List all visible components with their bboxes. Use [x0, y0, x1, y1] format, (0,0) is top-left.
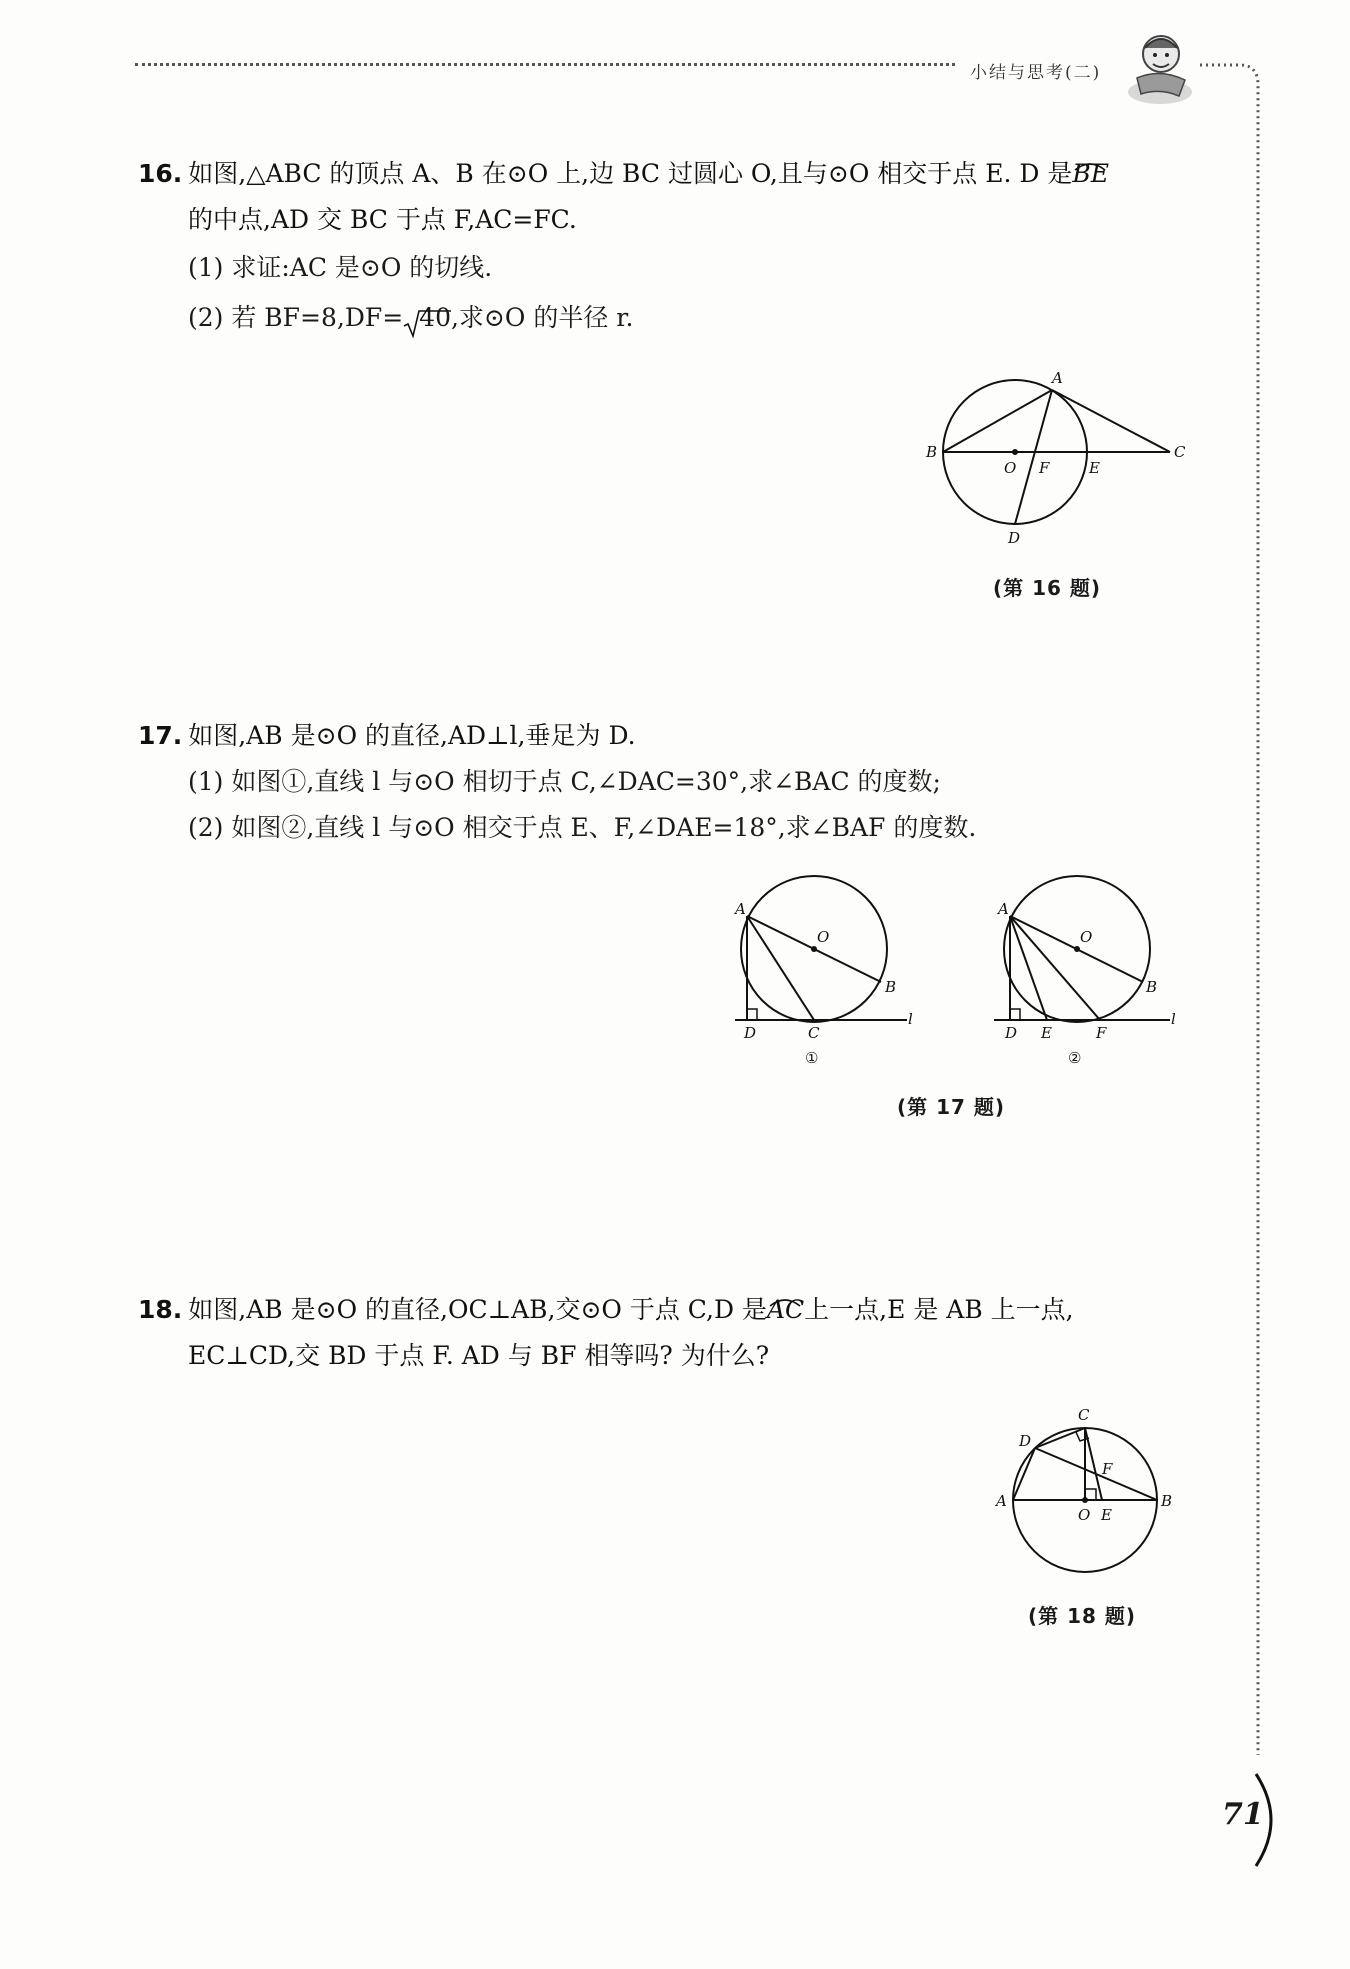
q16-arc-be: BE	[1072, 159, 1109, 188]
q17-f2-label-b: B	[1146, 978, 1158, 996]
q17-figure-2	[990, 868, 1200, 1068]
q17-f2-tag: ②	[1068, 1049, 1082, 1067]
sqrt-symbol: 40	[403, 303, 451, 332]
q17-f1-label-o: O	[817, 928, 830, 946]
q18-number: 18.	[138, 1295, 183, 1324]
q17-f1-label-l: l	[908, 1010, 913, 1028]
q16-number: 16.	[138, 159, 183, 188]
q18-line2: EC⊥CD,交 BD 于点 F. AD 与 BF 相等吗? 为什么?	[188, 1341, 770, 1370]
q16-label-a: A	[1052, 369, 1063, 387]
q18-caption: (第 18 题)	[1028, 1604, 1137, 1628]
q16-line1	[138, 152, 1109, 196]
q18-label-c: C	[1078, 1406, 1090, 1424]
q16-label-c: C	[1174, 443, 1185, 461]
q17-f2-label-d: D	[1005, 1024, 1018, 1042]
q18-figure	[985, 1402, 1185, 1582]
q17-f2-label-f: F	[1096, 1024, 1107, 1042]
header-title: 小结与思考(二)	[970, 63, 1102, 83]
q17-f1-label-a: A	[735, 900, 746, 918]
q18-label-e: E	[1101, 1506, 1112, 1524]
q16-part2: (2) 若 BF=8,DF= 40,求⊙O 的半径 r.	[188, 296, 633, 340]
q18-label-a: A	[996, 1492, 1007, 1510]
q16-text-line1: 如图,△ABC 的顶点 A、B 在⊙O 上,边 BC 过圆心 O,且与⊙O 相交于点 E. D 是	[188, 159, 1073, 188]
q17-f2-label-a: A	[998, 900, 1009, 918]
header-corner-rule	[1200, 55, 1270, 1755]
q17-f2-label-o: O	[1080, 928, 1093, 946]
q18-label-b: B	[1161, 1492, 1173, 1510]
q17-f2-label-e: E	[1041, 1024, 1052, 1042]
q17-f2-label-l: l	[1171, 1010, 1176, 1028]
q18-line1: 18. 如图,AB 是⊙O 的直径,OC⊥AB,交⊙O 于点 C,D 是AC 上一点,E 是 AB 上一点,	[138, 1295, 1074, 1324]
q16-label-f: F	[1039, 459, 1050, 477]
q17-part1: (1) 如图①,直线 l 与⊙O 相切于点 C,∠DAC=30°,求∠BAC 的度数;	[188, 767, 941, 796]
q18-label-o: O	[1078, 1506, 1091, 1524]
q17-f1-label-b: B	[885, 978, 897, 996]
q18-label-f: F	[1102, 1460, 1113, 1478]
q16-label-b: B	[926, 443, 938, 461]
q17-number: 17.	[138, 721, 183, 750]
q17-caption: (第 17 题)	[897, 1095, 1006, 1119]
q17-f1-label-d: D	[744, 1024, 757, 1042]
q17-figure-1	[725, 868, 935, 1068]
q18-label-d: D	[1019, 1432, 1032, 1450]
q16-label-e: E	[1089, 459, 1100, 477]
q17-f1-tag: ①	[805, 1049, 819, 1067]
q16-line2: 的中点,AD 交 BC 于点 F,AC=FC.	[188, 205, 577, 234]
page-number: 71	[1222, 1797, 1264, 1832]
q18-arc-ac: AC	[766, 1295, 805, 1324]
q16-part1: (1) 求证:AC 是⊙O 的切线.	[188, 253, 493, 282]
q16-label-d: D	[1008, 529, 1021, 547]
q17-part2: (2) 如图②,直线 l 与⊙O 相交于点 E、F,∠DAE=18°,求∠BAF 的度数.	[188, 813, 977, 842]
q17-line1: 17. 如图,AB 是⊙O 的直径,AD⊥l,垂足为 D.	[138, 721, 636, 750]
q16-caption: (第 16 题)	[993, 576, 1102, 600]
header-dotted-rule	[135, 63, 955, 66]
mascot-icon	[1115, 22, 1205, 112]
q17-f1-label-c: C	[808, 1024, 820, 1042]
q16-label-o: O	[1004, 459, 1017, 477]
q16-figure	[915, 365, 1185, 555]
